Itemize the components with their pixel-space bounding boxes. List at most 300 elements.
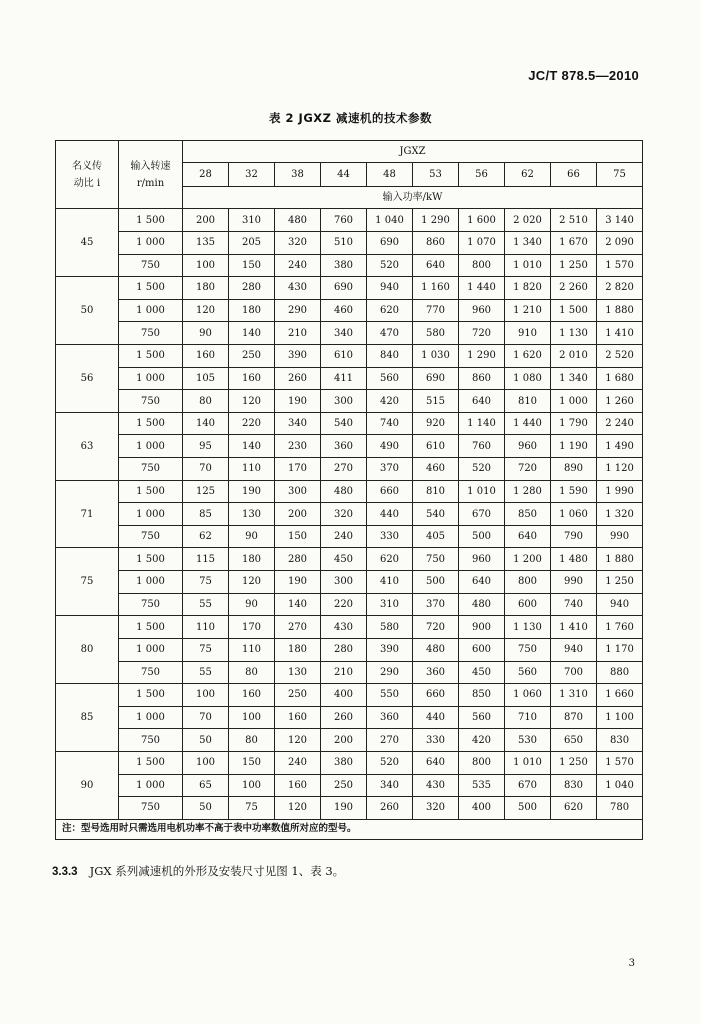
- power-value-cell: 560: [459, 706, 505, 729]
- ratio-cell: 75: [56, 548, 119, 616]
- power-value-cell: 380: [321, 254, 367, 277]
- power-value-cell: 690: [321, 277, 367, 300]
- power-value-cell: 600: [459, 638, 505, 661]
- power-value-cell: 1 250: [551, 254, 597, 277]
- power-value-cell: 360: [367, 706, 413, 729]
- power-value-cell: 62: [183, 525, 229, 548]
- power-value-cell: 1 170: [597, 638, 643, 661]
- power-value-cell: 140: [229, 435, 275, 458]
- power-value-cell: 320: [413, 797, 459, 820]
- power-value-cell: 480: [321, 480, 367, 503]
- speed-cell: 1 000: [119, 774, 183, 797]
- power-value-cell: 480: [413, 638, 459, 661]
- power-value-cell: 150: [275, 525, 321, 548]
- power-value-cell: 170: [229, 616, 275, 639]
- power-value-cell: 1 820: [505, 277, 551, 300]
- power-value-cell: 250: [229, 344, 275, 367]
- power-value-cell: 270: [275, 616, 321, 639]
- power-value-cell: 1 000: [551, 390, 597, 413]
- speed-cell: 1 000: [119, 503, 183, 526]
- power-value-cell: 330: [413, 729, 459, 752]
- power-value-cell: 150: [229, 751, 275, 774]
- power-value-cell: 160: [183, 344, 229, 367]
- power-value-cell: 1 490: [597, 435, 643, 458]
- power-value-cell: 500: [413, 571, 459, 594]
- ratio-column-header: [56, 141, 119, 209]
- power-value-cell: 55: [183, 593, 229, 616]
- power-value-cell: 960: [459, 548, 505, 571]
- power-value-cell: 1 250: [597, 571, 643, 594]
- power-value-cell: 180: [229, 299, 275, 322]
- power-value-cell: 1 200: [505, 548, 551, 571]
- table-row: [56, 322, 643, 345]
- model-header-cell: 75: [597, 163, 643, 187]
- power-value-cell: 210: [275, 322, 321, 345]
- ratio-header-line2: 动比 i: [73, 177, 101, 189]
- power-value-cell: 720: [459, 322, 505, 345]
- power-value-cell: 920: [413, 412, 459, 435]
- power-value-cell: 90: [229, 525, 275, 548]
- power-value-cell: 270: [367, 729, 413, 752]
- power-value-cell: 800: [505, 571, 551, 594]
- power-value-cell: 660: [413, 684, 459, 707]
- speed-cell: 750: [119, 390, 183, 413]
- table-row: [56, 774, 643, 797]
- power-value-cell: 200: [275, 503, 321, 526]
- power-value-cell: 560: [505, 661, 551, 684]
- power-value-cell: 390: [275, 344, 321, 367]
- power-value-cell: 240: [275, 254, 321, 277]
- power-value-cell: 220: [229, 412, 275, 435]
- power-value-cell: 1 340: [505, 231, 551, 254]
- power-value-cell: 400: [459, 797, 505, 820]
- power-value-cell: 640: [505, 525, 551, 548]
- power-value-cell: 1 680: [597, 367, 643, 390]
- power-value-cell: 750: [413, 548, 459, 571]
- power-value-cell: 1 880: [597, 299, 643, 322]
- power-value-cell: 200: [321, 729, 367, 752]
- power-value-cell: 1 010: [505, 254, 551, 277]
- power-value-cell: 510: [321, 231, 367, 254]
- power-value-cell: 130: [229, 503, 275, 526]
- power-value-cell: 120: [183, 299, 229, 322]
- table-row: [56, 209, 643, 232]
- table-row: [56, 751, 643, 774]
- technical-parameters-table: [55, 140, 643, 840]
- table-row: [56, 593, 643, 616]
- power-value-cell: 1 130: [551, 322, 597, 345]
- power-value-cell: 1 210: [505, 299, 551, 322]
- power-value-cell: 560: [367, 367, 413, 390]
- power-value-cell: 95: [183, 435, 229, 458]
- power-value-cell: 740: [551, 593, 597, 616]
- table-row: [56, 684, 643, 707]
- power-value-cell: 640: [413, 254, 459, 277]
- power-value-cell: 110: [183, 616, 229, 639]
- section-text: JGX 系列减速机的外形及安装尺寸见图 1、表 3。: [89, 864, 345, 878]
- model-header-cell: 62: [505, 163, 551, 187]
- power-value-cell: 690: [367, 231, 413, 254]
- ratio-header-line1: 名义传: [72, 160, 102, 172]
- ratio-cell: 45: [56, 209, 119, 277]
- power-value-cell: 2 020: [505, 209, 551, 232]
- power-value-cell: 115: [183, 548, 229, 571]
- power-value-cell: 100: [229, 706, 275, 729]
- power-value-cell: 70: [183, 706, 229, 729]
- power-value-cell: 340: [321, 322, 367, 345]
- ratio-cell: 56: [56, 344, 119, 412]
- power-value-cell: 830: [597, 729, 643, 752]
- power-value-cell: 360: [413, 661, 459, 684]
- speed-cell: 1 000: [119, 299, 183, 322]
- power-value-cell: 75: [183, 638, 229, 661]
- table-row: [56, 299, 643, 322]
- power-value-cell: 1 010: [459, 480, 505, 503]
- power-value-cell: 180: [229, 548, 275, 571]
- power-value-cell: 410: [367, 571, 413, 594]
- power-value-cell: 860: [459, 367, 505, 390]
- power-value-cell: 1 130: [505, 616, 551, 639]
- table-row: [56, 706, 643, 729]
- power-value-cell: 500: [459, 525, 505, 548]
- power-value-cell: 140: [229, 322, 275, 345]
- power-value-cell: 190: [229, 480, 275, 503]
- power-value-cell: 390: [367, 638, 413, 661]
- power-value-cell: 1 480: [551, 548, 597, 571]
- speed-cell: 750: [119, 322, 183, 345]
- power-value-cell: 411: [321, 367, 367, 390]
- power-value-cell: 240: [275, 751, 321, 774]
- model-header-cell: 53: [413, 163, 459, 187]
- power-value-cell: 220: [321, 593, 367, 616]
- power-value-cell: 790: [551, 525, 597, 548]
- power-value-cell: 430: [275, 277, 321, 300]
- power-value-cell: 135: [183, 231, 229, 254]
- speed-cell: 1 500: [119, 412, 183, 435]
- table-row: [56, 571, 643, 594]
- power-value-cell: 250: [275, 684, 321, 707]
- table-row: [56, 616, 643, 639]
- power-value-cell: 990: [551, 571, 597, 594]
- power-value-cell: 480: [275, 209, 321, 232]
- section-paragraph: [52, 863, 344, 879]
- power-value-cell: 1 990: [597, 480, 643, 503]
- power-value-cell: 1 250: [551, 751, 597, 774]
- power-value-cell: 940: [367, 277, 413, 300]
- power-value-cell: 1 010: [505, 751, 551, 774]
- ratio-cell: 71: [56, 480, 119, 548]
- power-value-cell: 110: [229, 458, 275, 481]
- table-row: [56, 412, 643, 435]
- power-value-cell: 90: [183, 322, 229, 345]
- speed-cell: 1 500: [119, 684, 183, 707]
- table-row: [56, 797, 643, 820]
- power-value-cell: 530: [505, 729, 551, 752]
- power-value-cell: 50: [183, 729, 229, 752]
- power-value-cell: 1 570: [597, 751, 643, 774]
- note-row: [56, 819, 643, 839]
- power-value-cell: 360: [321, 435, 367, 458]
- power-value-cell: 620: [367, 299, 413, 322]
- power-value-cell: 1 310: [551, 684, 597, 707]
- table-row: [56, 277, 643, 300]
- power-value-cell: 620: [551, 797, 597, 820]
- power-value-cell: 300: [275, 480, 321, 503]
- table-row: [56, 231, 643, 254]
- speed-cell: 1 500: [119, 209, 183, 232]
- power-value-cell: 1 410: [597, 322, 643, 345]
- power-value-cell: 80: [229, 729, 275, 752]
- power-value-cell: 75: [229, 797, 275, 820]
- power-value-cell: 340: [367, 774, 413, 797]
- power-value-cell: 75: [183, 571, 229, 594]
- power-value-cell: 1 760: [597, 616, 643, 639]
- power-value-cell: 740: [367, 412, 413, 435]
- power-value-cell: 100: [183, 254, 229, 277]
- speed-cell: 750: [119, 458, 183, 481]
- speed-cell: 1 500: [119, 548, 183, 571]
- power-value-cell: 460: [413, 458, 459, 481]
- power-value-cell: 710: [505, 706, 551, 729]
- power-value-cell: 1 620: [505, 344, 551, 367]
- power-value-cell: 810: [413, 480, 459, 503]
- power-value-cell: 290: [367, 661, 413, 684]
- power-value-cell: 520: [367, 751, 413, 774]
- power-value-cell: 370: [413, 593, 459, 616]
- power-value-cell: 180: [183, 277, 229, 300]
- power-value-cell: 700: [551, 661, 597, 684]
- power-value-cell: 760: [321, 209, 367, 232]
- power-value-cell: 670: [459, 503, 505, 526]
- power-value-cell: 1 120: [597, 458, 643, 481]
- power-value-cell: 85: [183, 503, 229, 526]
- model-header-cell: 66: [551, 163, 597, 187]
- power-value-cell: 450: [321, 548, 367, 571]
- table-row: [56, 729, 643, 752]
- power-value-cell: 260: [275, 367, 321, 390]
- power-value-cell: 1 190: [551, 435, 597, 458]
- speed-cell: 1 000: [119, 571, 183, 594]
- power-value-cell: 100: [183, 684, 229, 707]
- power-value-cell: 2 820: [597, 277, 643, 300]
- power-value-cell: 1 040: [367, 209, 413, 232]
- speed-cell: 1 500: [119, 480, 183, 503]
- power-value-cell: 550: [367, 684, 413, 707]
- speed-cell: 1 500: [119, 277, 183, 300]
- power-value-cell: 940: [597, 593, 643, 616]
- power-value-cell: 2 510: [551, 209, 597, 232]
- power-value-cell: 460: [321, 299, 367, 322]
- table-title: 表 2 JGXZ 减速机的技术参数: [269, 111, 432, 125]
- power-value-cell: 720: [413, 616, 459, 639]
- table-row: [56, 525, 643, 548]
- power-value-cell: 1 030: [413, 344, 459, 367]
- power-value-cell: 890: [551, 458, 597, 481]
- power-value-cell: 1 590: [551, 480, 597, 503]
- power-value-cell: 120: [275, 797, 321, 820]
- power-value-cell: 960: [459, 299, 505, 322]
- power-value-cell: 1 290: [459, 344, 505, 367]
- power-value-cell: 140: [183, 412, 229, 435]
- power-value-cell: 150: [229, 254, 275, 277]
- power-value-cell: 90: [229, 593, 275, 616]
- power-value-cell: 1 660: [597, 684, 643, 707]
- power-value-cell: 800: [459, 254, 505, 277]
- power-value-cell: 280: [275, 548, 321, 571]
- power-value-cell: 1 080: [505, 367, 551, 390]
- power-value-cell: 125: [183, 480, 229, 503]
- table-row: [56, 435, 643, 458]
- power-value-cell: 1 280: [505, 480, 551, 503]
- power-value-cell: 190: [275, 390, 321, 413]
- power-value-cell: 380: [321, 751, 367, 774]
- power-value-cell: 300: [321, 571, 367, 594]
- power-value-cell: 720: [505, 458, 551, 481]
- table-row: [56, 638, 643, 661]
- power-value-cell: 1 290: [413, 209, 459, 232]
- power-value-cell: 2 010: [551, 344, 597, 367]
- power-value-cell: 870: [551, 706, 597, 729]
- power-value-cell: 840: [367, 344, 413, 367]
- power-value-cell: 1 260: [597, 390, 643, 413]
- power-value-cell: 600: [505, 593, 551, 616]
- power-value-cell: 260: [367, 797, 413, 820]
- ratio-cell: 80: [56, 616, 119, 684]
- model-header-cell: 28: [183, 163, 229, 187]
- power-value-cell: 1 320: [597, 503, 643, 526]
- table-row: [56, 254, 643, 277]
- power-value-cell: 500: [505, 797, 551, 820]
- ratio-cell: 85: [56, 684, 119, 752]
- ratio-cell: 50: [56, 277, 119, 345]
- model-group-header: JGXZ: [183, 141, 643, 163]
- power-value-cell: 440: [367, 503, 413, 526]
- power-value-cell: 540: [413, 503, 459, 526]
- speed-cell: 1 000: [119, 706, 183, 729]
- power-value-cell: 830: [551, 774, 597, 797]
- power-value-cell: 200: [183, 209, 229, 232]
- power-value-cell: 1 440: [505, 412, 551, 435]
- table-row: [56, 480, 643, 503]
- power-value-cell: 260: [321, 706, 367, 729]
- power-value-cell: 860: [413, 231, 459, 254]
- power-value-cell: 55: [183, 661, 229, 684]
- power-value-cell: 2 520: [597, 344, 643, 367]
- power-header: 输入功率/kW: [183, 187, 643, 209]
- power-value-cell: 320: [321, 503, 367, 526]
- power-value-cell: 640: [459, 571, 505, 594]
- power-value-cell: 800: [459, 751, 505, 774]
- power-value-cell: 65: [183, 774, 229, 797]
- power-value-cell: 1 140: [459, 412, 505, 435]
- power-value-cell: 1 790: [551, 412, 597, 435]
- power-value-cell: 430: [321, 616, 367, 639]
- power-value-cell: 205: [229, 231, 275, 254]
- power-value-cell: 280: [321, 638, 367, 661]
- power-value-cell: 620: [367, 548, 413, 571]
- model-header-cell: 48: [367, 163, 413, 187]
- power-value-cell: 1 100: [597, 706, 643, 729]
- power-value-cell: 990: [597, 525, 643, 548]
- table-row: [56, 661, 643, 684]
- power-value-cell: 420: [459, 729, 505, 752]
- power-value-cell: 310: [229, 209, 275, 232]
- power-value-cell: 2 240: [597, 412, 643, 435]
- speed-header-line2: r/min: [136, 177, 165, 189]
- power-value-cell: 490: [367, 435, 413, 458]
- power-value-cell: 1 670: [551, 231, 597, 254]
- power-value-cell: 160: [275, 774, 321, 797]
- power-value-cell: 850: [505, 503, 551, 526]
- power-value-cell: 1 060: [551, 503, 597, 526]
- power-value-cell: 770: [413, 299, 459, 322]
- power-value-cell: 300: [321, 390, 367, 413]
- power-value-cell: 810: [505, 390, 551, 413]
- ratio-cell: 90: [56, 751, 119, 819]
- power-value-cell: 160: [229, 684, 275, 707]
- power-value-cell: 1 500: [551, 299, 597, 322]
- power-value-cell: 910: [505, 322, 551, 345]
- power-value-cell: 750: [505, 638, 551, 661]
- power-value-cell: 515: [413, 390, 459, 413]
- speed-cell: 750: [119, 729, 183, 752]
- standard-code: JC/T 878.5—2010: [528, 68, 639, 83]
- power-value-cell: 100: [183, 751, 229, 774]
- power-value-cell: 80: [229, 661, 275, 684]
- power-value-cell: 520: [367, 254, 413, 277]
- power-value-cell: 440: [413, 706, 459, 729]
- power-value-cell: 210: [321, 661, 367, 684]
- table-row: [56, 503, 643, 526]
- section-number: 3.3.3: [52, 866, 78, 878]
- power-value-cell: 430: [413, 774, 459, 797]
- speed-cell: 1 500: [119, 344, 183, 367]
- power-value-cell: 1 880: [597, 548, 643, 571]
- power-value-cell: 120: [275, 729, 321, 752]
- speed-header-line1: 输入转速: [130, 160, 171, 172]
- power-value-cell: 190: [275, 571, 321, 594]
- power-value-cell: 1 340: [551, 367, 597, 390]
- power-value-cell: 640: [459, 390, 505, 413]
- power-value-cell: 3 140: [597, 209, 643, 232]
- power-value-cell: 1 600: [459, 209, 505, 232]
- power-value-cell: 450: [459, 661, 505, 684]
- power-value-cell: 330: [367, 525, 413, 548]
- speed-cell: 1 000: [119, 638, 183, 661]
- power-value-cell: 900: [459, 616, 505, 639]
- power-value-cell: 405: [413, 525, 459, 548]
- model-header-cell: 38: [275, 163, 321, 187]
- power-value-cell: 880: [597, 661, 643, 684]
- power-value-cell: 190: [321, 797, 367, 820]
- power-value-cell: 660: [367, 480, 413, 503]
- power-value-cell: 250: [321, 774, 367, 797]
- page-number: 3: [628, 958, 635, 969]
- model-header-cell: 56: [459, 163, 505, 187]
- power-value-cell: 280: [229, 277, 275, 300]
- power-value-cell: 160: [275, 706, 321, 729]
- power-value-cell: 130: [275, 661, 321, 684]
- speed-cell: 1 000: [119, 367, 183, 390]
- speed-cell: 1 000: [119, 435, 183, 458]
- power-value-cell: 290: [275, 299, 321, 322]
- power-value-cell: 370: [367, 458, 413, 481]
- speed-cell: 750: [119, 797, 183, 820]
- table-note: 注：型号选用时只需选用电机功率不高于表中功率数值所对应的型号。: [56, 819, 643, 839]
- table-row: [56, 390, 643, 413]
- power-value-cell: 1 070: [459, 231, 505, 254]
- power-value-cell: 470: [367, 322, 413, 345]
